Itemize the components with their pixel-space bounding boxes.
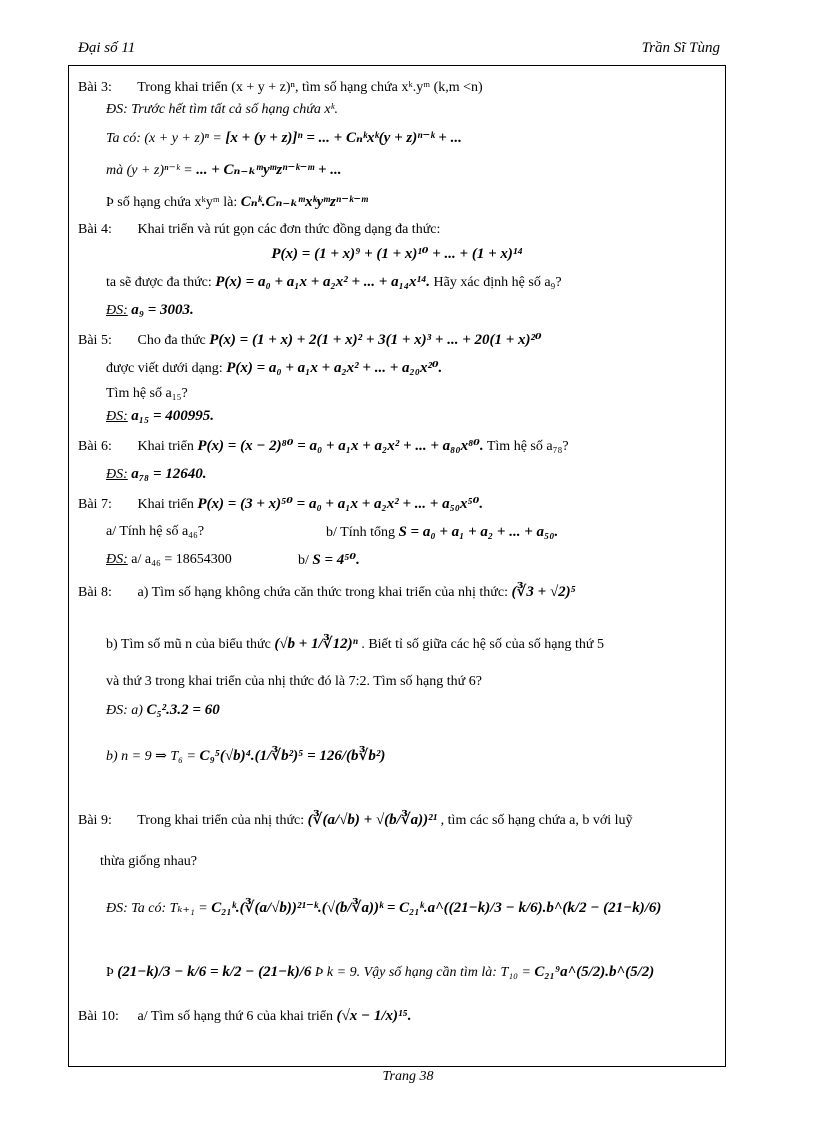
problem-5-answer (106, 406, 214, 427)
answer-label: ĐS: (106, 409, 128, 424)
problem-3-hint: ĐS: Trước hết tìm tất cả số hạng chứa xᵏ. (106, 102, 338, 117)
step-text: mà (y + z)ⁿ⁻ᵏ = (106, 163, 193, 178)
answer-text: a/ a₄₆ = 18654300 (131, 552, 232, 567)
problem-label: Bài 4: (78, 222, 112, 237)
step-text: Ta có: (x + y + z)ⁿ = (106, 131, 222, 146)
problem-label: Bài 6: (78, 439, 112, 454)
problem-label: Bài 7: (78, 497, 112, 512)
problem-3-step-1 (106, 128, 462, 149)
problem-4 (78, 220, 440, 240)
problem-9-line-2: thừa giống nhau? (100, 854, 198, 869)
step-text: Þ số hạng chứa xᵏyᵐ là: (106, 195, 238, 210)
answer-label: ĐS: (106, 303, 128, 318)
answer-formula: C₅².3.2 = 60 (146, 702, 220, 718)
step-formula: ... + Cₙ₋ₖᵐyᵐzⁿ⁻ᵏ⁻ᵐ + ... (196, 162, 342, 178)
problem-label: Bài 8: (78, 585, 112, 600)
problem-3 (78, 78, 483, 98)
problem-7-part-a: a/ Tính hệ số a₄₆? (106, 524, 205, 539)
answer-text: b/ (298, 553, 309, 568)
problem-9-step-2 (106, 962, 654, 983)
problem-formula: (∛3 + √2)⁵ (511, 584, 576, 600)
page-number: Trang 38 (382, 1069, 434, 1084)
problem-text: Cho đa thức (137, 333, 206, 348)
line-formula: P(x) = a₀ + a₁x + a₂x² + ... + a₁₄x¹⁴. (215, 274, 431, 290)
answer-formula: C₉⁵(√b)⁴.(1/∛b²)⁵ = 126/(b∛b²) (199, 748, 386, 764)
step-text: Þ (106, 965, 114, 980)
line-formula: S = a₀ + a₁ + a₂ + ... + a₅₀. (398, 524, 559, 540)
line-text: b/ Tính tổng (326, 525, 395, 540)
problem-5 (78, 330, 542, 351)
problem-8-answer-b (106, 746, 385, 767)
problem-10 (78, 1006, 411, 1027)
problem-6 (78, 436, 569, 457)
problem-label: Bài 9: (78, 813, 112, 828)
header-author: Trần Sĩ Tùng (641, 40, 720, 56)
step-formula-2: C₂₁⁹a^(5/2).b^(5/2) (534, 964, 655, 980)
step-formula: C₂₁ᵏ.(∛(a/√b))²¹⁻ᵏ.(√(b/∛a))ᵏ = C₂₁ᵏ.a^((21−k)/3 − k/6).b^(k/2 − (21−k)/6) (211, 900, 662, 916)
line-question: Hãy xác định hệ số a₉? (433, 275, 562, 290)
problem-3-step-3 (106, 192, 368, 213)
line-formula: (√b + 1/∛12)ⁿ (274, 636, 358, 652)
line-text: ta sẽ được đa thức: (106, 275, 212, 290)
problem-8-line-3: và thứ 3 trong khai triển của nhị thức đó là 7:2. Tìm số hạng thứ 6? (106, 674, 482, 689)
problem-question: Tìm hệ số a₇₈? (486, 439, 569, 454)
problem-7-part-b (326, 522, 558, 543)
step-formula: [x + (y + z)]ⁿ = ... + Cₙᵏxᵏ(y + z)ⁿ⁻ᵏ + ... (225, 130, 462, 146)
problem-text: Khai triển (137, 439, 194, 454)
problem-text: a/ Tìm số hạng thứ 6 của khai triển (137, 1009, 334, 1024)
problem-5-line-2 (106, 358, 442, 379)
answer-formula: S = 4⁵⁰. (312, 552, 360, 568)
problem-label: Bài 10: (78, 1009, 119, 1024)
problem-formula: (√x − 1/x)¹⁵. (336, 1008, 412, 1024)
problem-3-step-2 (106, 160, 342, 181)
problem-7-answer-a (106, 550, 232, 570)
answer-formula: a₁₅ = 400995. (131, 408, 215, 424)
problem-8-line-2 (106, 634, 604, 655)
problem-formula: P(x) = (x − 2)⁸⁰ = a₀ + a₁x + a₂x² + ... + a₈₀x⁸⁰. (197, 438, 484, 454)
problem-label: Bài 5: (78, 333, 112, 348)
problem-formula: P(x) = (3 + x)⁵⁰ = a₀ + a₁x + a₂x² + ... + a₅₀x⁵⁰. (197, 496, 484, 512)
problem-8 (78, 582, 576, 603)
step-formula: (21−k)/3 − k/6 = k/2 − (21−k)/6 (117, 964, 312, 980)
line-text-2: . Biết tỉ số giữa các hệ số của số hạng thứ 5 (361, 637, 604, 652)
line-text: b) Tìm số mũ n của biểu thức (106, 637, 271, 652)
answer-label: ĐS: a) (106, 703, 143, 718)
answer-label: ĐS: (106, 552, 128, 567)
problem-4-line-2 (106, 272, 562, 293)
header-subject: Đại số 11 (78, 40, 136, 56)
problem-label: Bài 3: (78, 80, 112, 95)
problem-5-question: Tìm hệ số a₁₅? (106, 386, 188, 401)
problem-4-formula: P(x) = (1 + x)⁹ + (1 + x)¹⁰ + ... + (1 + x)¹⁴ (271, 246, 523, 262)
line-text: được viết dưới dạng: (106, 361, 223, 376)
answer-formula: a₉ = 3003. (131, 302, 194, 318)
problem-text: Khai triển và rút gọn các đơn thức đồng dạng đa thức: (137, 222, 441, 237)
problem-text: Trong khai triển (x + y + z)ⁿ, tìm số hạng chứa xᵏ.yᵐ (k,m <n) (137, 80, 483, 95)
problem-8-answer-a (106, 700, 220, 721)
step-text-2: Þ k = 9. Vậy số hạng cần tìm là: T₁₀ = (314, 965, 531, 980)
step-formula: Cₙᵏ.Cₙ₋ₖᵐxᵏyᵐzⁿ⁻ᵏ⁻ᵐ (240, 194, 368, 210)
problem-text-2: , tìm các số hạng chứa a, b với luỹ (440, 813, 633, 828)
problem-9 (78, 810, 633, 831)
problem-text: Khai triển (137, 497, 194, 512)
problem-9-step-1 (106, 898, 661, 919)
problem-text: a) Tìm số hạng không chứa căn thức trong khai triển của nhị thức: (137, 585, 508, 600)
step-text: ĐS: Ta có: Tₖ₊₁ = (106, 901, 208, 916)
problem-formula: (∛(a/√b) + √(b/∛a))²¹ (307, 812, 438, 828)
problem-7-answer-b (298, 550, 360, 571)
problem-7 (78, 494, 483, 515)
problem-4-answer (106, 300, 194, 321)
problem-formula: P(x) = (1 + x) + 2(1 + x)² + 3(1 + x)³ + ... + 20(1 + x)²⁰ (209, 332, 542, 348)
problem-text: Trong khai triển của nhị thức: (137, 813, 305, 828)
answer-label: b) n = 9 ⇒ T₆ = (106, 749, 196, 764)
answer-label: ĐS: (106, 467, 128, 482)
line-formula: P(x) = a₀ + a₁x + a₂x² + ... + a₂₀x²⁰. (226, 360, 443, 376)
answer-formula: a₇₈ = 12640. (131, 466, 207, 482)
problem-6-answer (106, 464, 207, 485)
